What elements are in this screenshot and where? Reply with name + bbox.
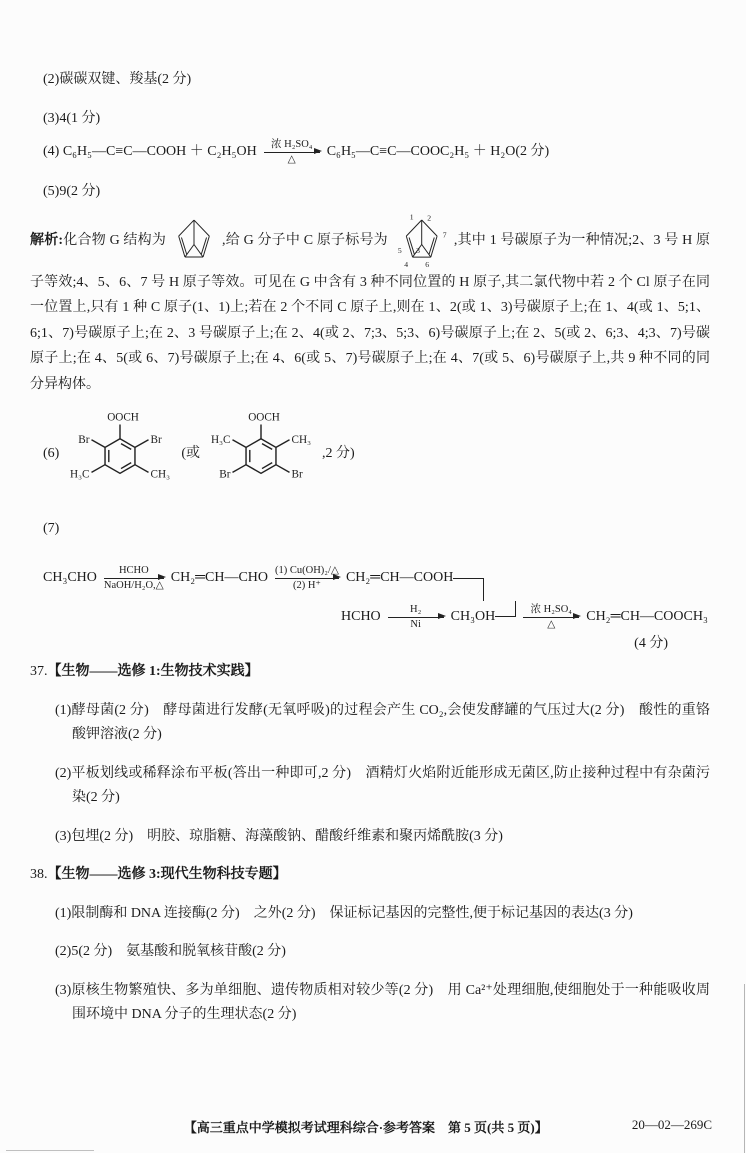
answer-37-1: (1)酵母菌(2 分) 酵母菌进行发酵(无氧呼吸)的过程会产生 CO₂,会使发酵罐的气压过大(2 分) 酸性的重铬酸钾溶液(2 分) [55, 702, 710, 743]
question-38-title: 【生物——选修 3:现代生物科技专题】 [47, 867, 287, 883]
chem-answer-4-equation [43, 138, 710, 166]
substituent-upper-right: Br [150, 433, 163, 446]
reaction-arrow [104, 564, 164, 592]
arrow-condition-top: 浓 H₂SO₄ [530, 603, 572, 615]
substituent-upper-left: Br [78, 433, 90, 446]
substituent-upper-right: CH₃ [291, 433, 311, 446]
carbon-label-7: 7 [442, 230, 447, 240]
answer7-score: (4 分) [634, 635, 668, 651]
arrow-shaft [104, 578, 164, 579]
substituent-lower-left: H₃C [70, 468, 90, 481]
question-38-number: 38. [30, 867, 48, 883]
arrow-condition-bottom: (2) H⁺ [292, 579, 321, 591]
arrow-condition-top: 浓 H₂SO₄ [270, 139, 313, 150]
answer6-label: (6) [43, 445, 60, 461]
arrow-shaft [275, 578, 339, 579]
footer-paper-code: 20—02—269C [631, 1117, 712, 1132]
connector-line [453, 578, 484, 601]
reaction-arrow [388, 603, 444, 631]
norbornadiene-structure [171, 215, 217, 267]
answer-37-3: (3)包埋(2 分) 明胶、琼脂糖、海藻酸钠、醋酸纤维素和聚丙烯酰胺(3 分) [55, 828, 503, 844]
carbon-label-6: 6 [425, 259, 429, 269]
reaction-arrow [523, 603, 579, 631]
chem-answer-5: (5)9(2 分) [43, 184, 101, 200]
arrow-condition-bottom: △ [287, 153, 296, 165]
analysis-tag: 解析: [30, 233, 64, 248]
analysis-text-3: ,其中 1 号碳原子为一种情况;2、3 号 H 原子等效;4、5、6、7 号 H 原子等效。可见在 G 中含有 3 种不同位置的 H 原子,其二氯代物中若 2 个 Cl 原子在同一位置上,只有 1 种 C 原子(1、1)上;若在 2 个不同 C 原子上,则在 1、2(或 1、3)号碳原子上;在 1、4(或 1、5;1、6;1、7)号碳原子上;在 2、3 号碳原子上;在 2、4(或 2、7;3、5;3、6)号碳原子上;在 2、5(或 2、6;3、4;3、7)号碳原子上;在 4、5(或 6、7)号碳原子上;在 4、6(或 5、7)号碳原子上;在 4、7(或 5、6)号碳原子上,共 9 种不同的同分异构体。 [30, 233, 710, 392]
molecule-acrolein: CH₂═CH—CHO [170, 569, 269, 585]
arrow-condition-top: (1) Cu(OH)₂/△ [275, 564, 339, 576]
scan-edge-artifact [744, 984, 746, 1153]
arrow-condition-bottom: △ [547, 618, 556, 630]
carbon-label-3: 3 [415, 245, 420, 255]
scheme-row-1 [43, 556, 710, 601]
scheme-row-2 [341, 601, 710, 634]
question-37-title: 【生物——选修 1:生物技术实践】 [47, 664, 259, 680]
arrow-shaft [264, 152, 320, 153]
norbornadiene-numbered-structure [393, 212, 449, 270]
chem-answer-7-scheme [43, 517, 710, 656]
question-37-heading [30, 660, 710, 685]
reaction-arrow [275, 564, 339, 592]
molecule-hcho: HCHO [341, 608, 381, 624]
substituent-top: OOCH [107, 411, 140, 424]
eq4-products: C₆H₅—C≡C—COOC₂H₅ ＋ H₂O(2 分) [326, 143, 550, 159]
analysis-text-2: ,给 G 分子中 C 原子标号为 [222, 233, 388, 248]
arrow-condition-bottom: Ni [410, 618, 421, 630]
molecule-methyl-acrylate: CH₂═CH—COOCH₃ [586, 608, 708, 624]
substituent-lower-right: Br [291, 468, 303, 481]
benzene-structure-1 [64, 405, 176, 503]
molecule-acrylic-acid: CH₂═CH—COOH [345, 569, 454, 585]
reaction-arrow [264, 138, 320, 166]
benzene-structure-2 [205, 405, 317, 503]
substituent-upper-left: H₃C [211, 433, 231, 446]
arrow-condition-top: HCHO [118, 564, 149, 576]
answer-38-2: (2)5(2 分) 氨基酸和脱氧核苷酸(2 分) [55, 944, 286, 960]
molecule-ch3cho: CH₃CHO [43, 569, 97, 585]
answer7-label: (7) [43, 521, 60, 537]
answer-38-1: (1)限制酶和 DNA 连接酶(2 分) 之外(2 分) 保证标记基因的完整性,便于标记基因的表达(3 分) [55, 905, 633, 921]
carbon-label-5: 5 [397, 245, 402, 255]
answer-37-2: (2)平板划线或稀释涂布平板(答出一种即可,2 分) 酒精灯火焰附近能形成无菌区,防止接种过程中有杂菌污染(2 分) [55, 765, 710, 806]
answer6-or-open: (或 [181, 445, 200, 461]
arrow-shaft [523, 617, 579, 618]
chem-analysis-paragraph [30, 212, 710, 397]
scan-edge-artifact [6, 1150, 94, 1151]
page-footer [0, 1117, 746, 1137]
chem-answer-2: (2)碳碳双键、羧基(2 分) [43, 72, 192, 87]
carbon-label-4: 4 [404, 259, 408, 269]
substituent-lower-left: Br [219, 468, 231, 481]
substituent-lower-right: CH₃ [150, 468, 171, 481]
eq4-label: (4) [43, 143, 60, 159]
connector-line [495, 601, 516, 617]
eq4-reactants: C₆H₅—C≡C—COOH ＋ C₂H₅OH [62, 143, 257, 159]
footer-title: 【高三重点中学模拟考试理科综合·参考答案 第 5 页(共 5 页)】 [183, 1120, 548, 1135]
substituent-top: OOCH [248, 411, 280, 424]
chem-answer-3: (3)4(1 分) [43, 110, 101, 126]
molecule-ch3oh: CH₃OH [450, 608, 496, 624]
answer-38-3: (3)原核生物繁殖快、多为单细胞、遗传物质相对较少等(2 分) 用 Ca²⁺处理细胞,使细胞处于一种能吸收周围环境中 DNA 分子的生理状态(2 分) [55, 982, 710, 1023]
answer6-score: ,2 分) [322, 445, 355, 461]
question-38-heading [30, 863, 710, 888]
arrow-shaft [388, 617, 444, 618]
arrow-condition-top: H₂ [410, 603, 422, 615]
analysis-text-1: 化合物 G 结构为 [63, 233, 167, 248]
carbon-label-1: 1 [409, 212, 414, 222]
chem-answer-6 [43, 405, 710, 503]
arrow-condition-bottom: NaOH/H₂O,△ [103, 579, 164, 591]
carbon-label-2: 2 [427, 213, 432, 223]
question-37-number: 37. [30, 664, 48, 680]
